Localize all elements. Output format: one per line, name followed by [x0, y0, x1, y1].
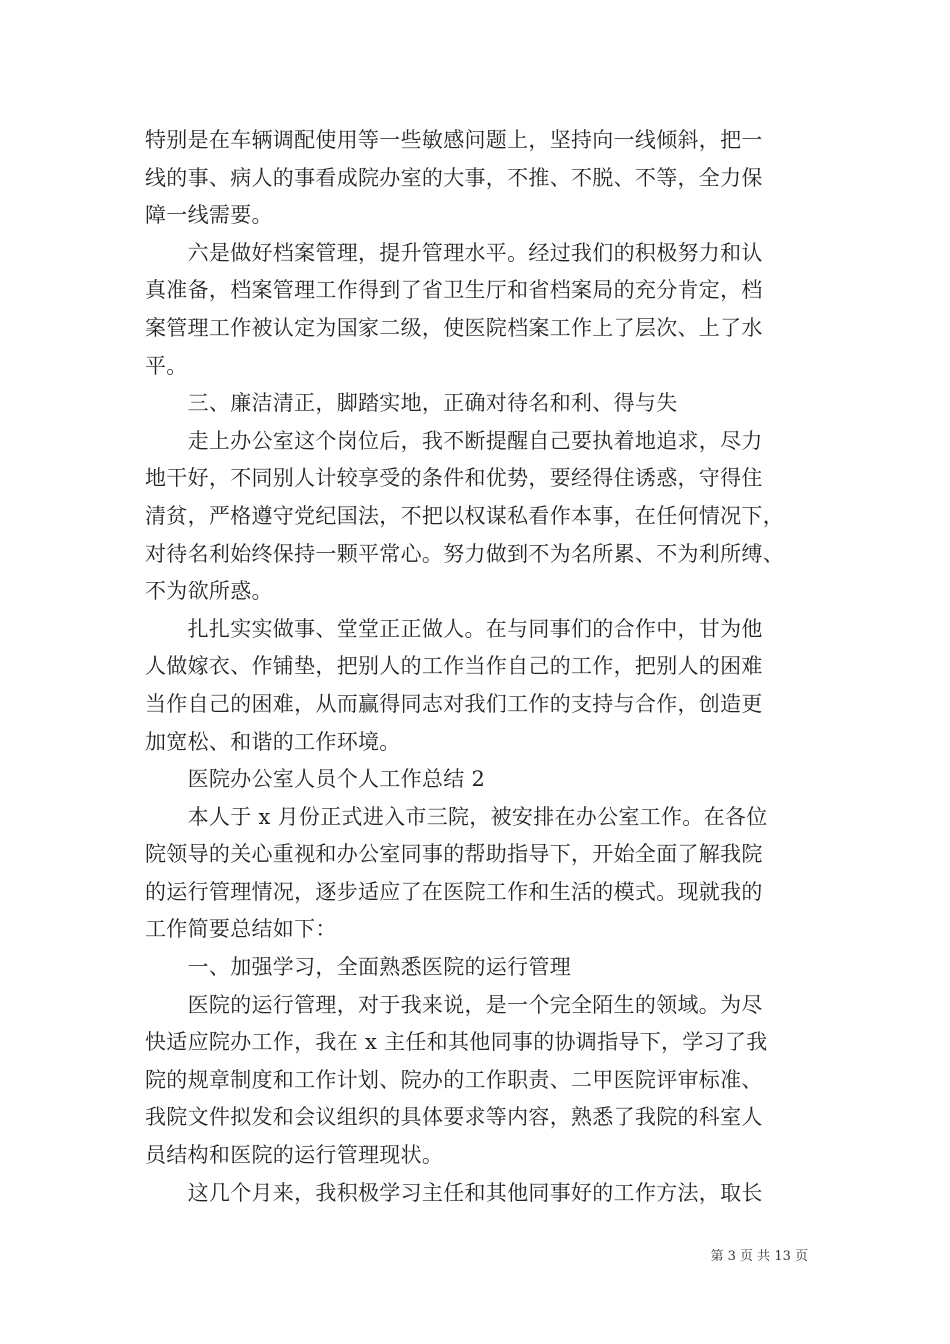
text-line: 快适应院办工作，我在 x 主任和其他同事的协调指导下，学习了我 — [145, 1030, 768, 1055]
text-line: 走上办公室这个岗位后，我不断提醒自己要执着地追求，尽力 — [145, 428, 763, 453]
document-subtitle: 医院办公室人员个人工作总结 2 — [145, 767, 486, 792]
text-line: 真准备，档案管理工作得到了省卫生厅和省档案局的充分肯定，档 — [145, 278, 763, 303]
text-line: 障一线需要。 — [145, 203, 273, 228]
text-line: 这几个月来，我积极学习主任和其他同事好的工作方法，取长 — [145, 1180, 763, 1205]
text-line: 平。 — [145, 353, 188, 378]
text-line: 不为欲所惑。 — [145, 579, 273, 604]
text-line: 医院的运行管理，对于我来说，是一个完全陌生的领域。为尽 — [145, 992, 763, 1017]
text-line: 我院文件拟发和会议组织的具体要求等内容，熟悉了我院的科室人 — [145, 1105, 763, 1130]
text-line: 六是做好档案管理，提升管理水平。经过我们的积极努力和认 — [145, 240, 763, 265]
text-line: 地干好，不同别人计较享受的条件和优势，要经得住诱惑，守得住 — [145, 466, 763, 491]
text-line: 线的事、病人的事看成院办室的大事，不推、不脱、不等，全力保 — [145, 165, 763, 190]
text-line: 扎扎实实做事、堂堂正正做人。在与同事们的合作中，甘为他 — [145, 616, 763, 641]
text-line: 工作简要总结如下： — [145, 917, 337, 942]
text-line: 清贫，严格遵守党纪国法，不把以权谋私看作本事，在任何情况下， — [145, 503, 784, 528]
text-line: 院的规章制度和工作计划、院办的工作职责、二甲医院评审标准、 — [145, 1067, 763, 1092]
text-line: 的运行管理情况，逐步适应了在医院工作和生活的模式。现就我的 — [145, 879, 763, 904]
text-line: 对待名利始终保持一颗平常心。努力做到不为名所累、不为利所缚、 — [145, 541, 784, 566]
text-line: 加宽松、和谐的工作环境。 — [145, 729, 401, 754]
text-line: 本人于 x 月份正式进入市三院，被安排在办公室工作。在各位 — [145, 804, 768, 829]
text-line: 案管理工作被认定为国家二级，使医院档案工作上了层次、上了水 — [145, 315, 763, 340]
section-heading: 三、廉洁清正，脚踏实地，正确对待名和利、得与失 — [145, 391, 678, 416]
page-number: 第 3 页 共 13 页 — [710, 1249, 808, 1264]
text-line: 人做嫁衣、作铺垫，把别人的工作当作自己的工作，把别人的困难 — [145, 654, 763, 679]
text-line: 院领导的关心重视和办公室同事的帮助指导下，开始全面了解我院 — [145, 842, 763, 867]
text-line: 员结构和医院的运行管理现状。 — [145, 1143, 444, 1168]
body-text — [145, 122, 810, 1212]
text-line: 当作自己的困难，从而赢得同志对我们工作的支持与合作，创造更 — [145, 691, 763, 716]
section-heading: 一、加强学习，全面熟悉医院的运行管理 — [145, 955, 571, 980]
text-line: 特别是在车辆调配使用等一些敏感问题上，坚持向一线倾斜，把一 — [145, 128, 763, 152]
